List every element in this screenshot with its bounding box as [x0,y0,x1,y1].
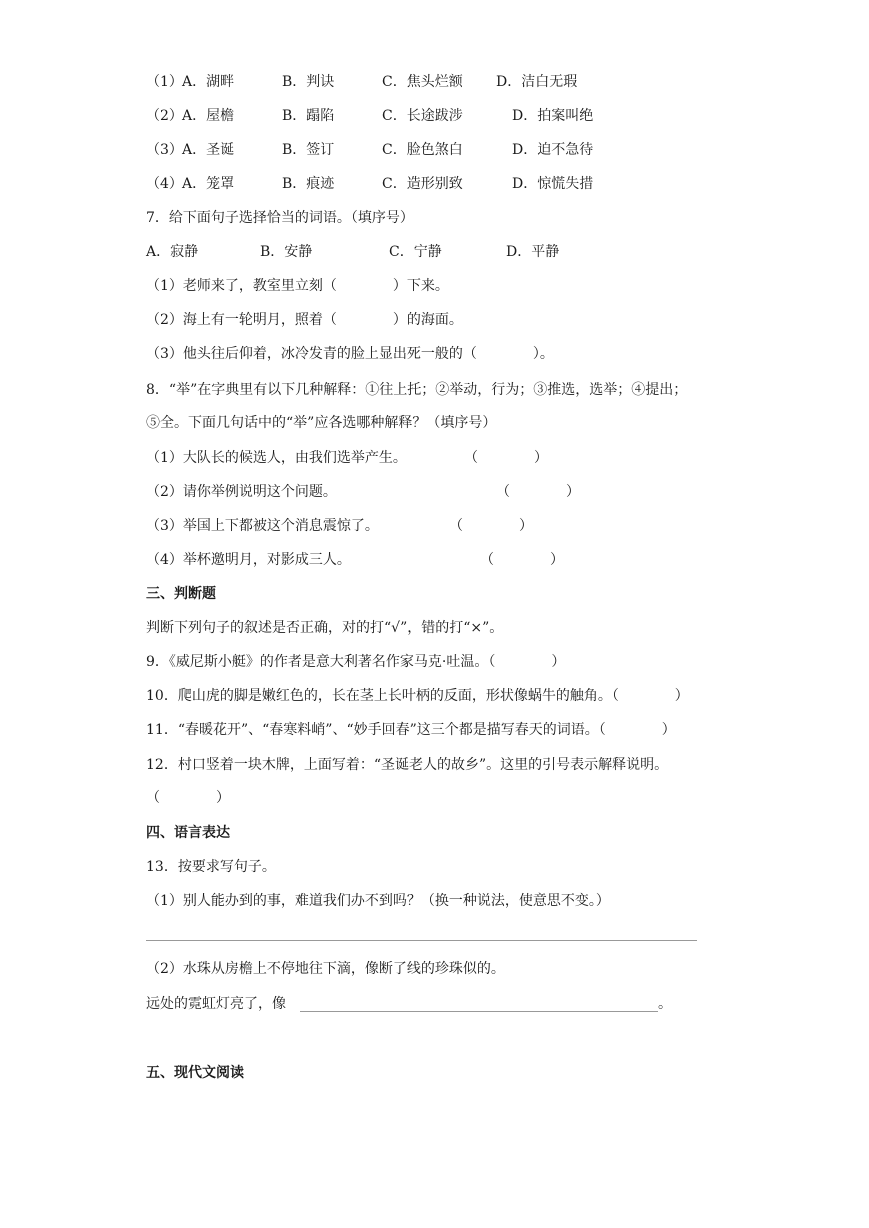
q8-title-line-1: 8．“举”在字典里有以下几种解释：①往上托；②举动，行为；③推选，选举；④提出； [146,382,688,398]
q6-row-2-option-b: B．蹋陷 [282,108,335,124]
q6-row-4-option-d: D．惊慌失措 [512,176,594,192]
q8-item-3-text: （3）举国上下都被这个消息震惊了。 [146,518,379,534]
q6-row-4-num: （4） [146,176,183,192]
q7-option-c: C．宁静 [389,244,442,260]
q6-row-1-option-d: D．洁白无瑕 [496,74,578,90]
q12-line-2: （ ） [146,790,230,806]
q8-item-1-text: （1）大队长的候选人，由我们选举产生。 [146,450,407,466]
q7-item-1: （1）老师来了，教室里立刻（ ）下来。 [146,278,449,294]
q13-item-2-suffix: 。 [658,996,672,1012]
q6-row-3-option-a: A．圣诞 [182,142,235,158]
q6-row-3-option-b: B．签订 [282,142,335,158]
q6-row-2-option-d: D．拍案叫绝 [512,108,594,124]
q6-row-3-option-d: D．迫不急待 [512,142,594,158]
q7-item-3: （3）他头往后仰着，冰冷发青的脸上显出死一般的（ ）。 [146,346,554,362]
q13-title: 13．按要求写句子。 [146,859,276,875]
q10: 10．爬山虎的脚是嫩红色的，长在茎上长叶柄的反面，形状像蜗牛的触角。（ ） [146,688,689,704]
q12-line-1: 12．村口竖着一块木牌，上面写着：“圣诞老人的故乡”。这里的引号表示解释说明。 [146,757,669,773]
q6-row-1-option-b: B．判诀 [282,74,335,90]
section-4-heading: 四、语言表达 [146,825,230,841]
q8-item-3-blank: （ ） [449,518,533,534]
q7-option-b: B．安静 [260,244,313,260]
q6-row-1-option-c: C．焦头烂额 [382,74,463,90]
q8-title-line-2: ⑤全。下面几句话中的“举”应各选哪种解释？（填序号） [146,415,497,431]
q6-row-2-option-a: A．屋檐 [182,108,235,124]
q13-item-1: （1）别人能办到的事，难道我们办不到吗？（换一种说法，使意思不变。） [146,893,610,909]
q6-row-3-option-c: C．脸色煞白 [382,142,463,158]
q13-item-2-prefix: 远处的霓虹灯亮了，像 [146,996,286,1012]
q7-option-d: D．平静 [506,244,560,260]
q6-row-3-num: （3） [146,142,183,158]
q6-row-1-option-a: A．湖畔 [182,74,235,90]
q13-item-2: （2）水珠从房檐上不停地往下滴，像断了线的珍珠似的。 [146,961,505,977]
q8-item-2-blank: （ ） [496,484,580,500]
q8-item-2-text: （2）请你举例说明这个问题。 [146,484,337,500]
q6-row-1-num: （1） [146,74,183,90]
q11: 11．“春暖花开”、“春寒料峭”、“妙手回春”这三个都是描写春天的词语。（ ） [146,722,676,738]
section-3-instruction: 判断下列句子的叙述是否正确，对的打“√”，错的打“×”。 [146,620,504,636]
section-5-heading: 五、现代文阅读 [146,1065,244,1081]
q6-row-4-option-b: B．痕迹 [282,176,335,192]
q7-item-2: （2）海上有一轮明月，照着（ ）的海面。 [146,312,463,328]
q6-row-2-option-c: C．长途跋涉 [382,108,463,124]
q8-item-4-blank: （ ） [480,552,564,568]
q7-option-a: A．寂静 [146,244,199,260]
q6-row-2-num: （2） [146,108,183,124]
q8-item-4-text: （4）举杯邀明月，对影成三人。 [146,552,351,568]
q8-item-1-blank: （ ） [464,450,548,466]
q6-row-4-option-c: C．造形别致 [382,176,463,192]
section-3-heading: 三、判断题 [146,586,216,602]
q13-item-2-answer-line[interactable] [300,1011,658,1012]
q7-title: 7．给下面句子选择恰当的词语。（填序号） [146,210,414,226]
q6-row-4-option-a: A．笼罩 [182,176,235,192]
q9: 9．《威尼斯小艇》的作者是意大利著名作家马克·吐温。（ ） [146,654,566,670]
q13-item-1-answer-line[interactable] [146,940,697,941]
